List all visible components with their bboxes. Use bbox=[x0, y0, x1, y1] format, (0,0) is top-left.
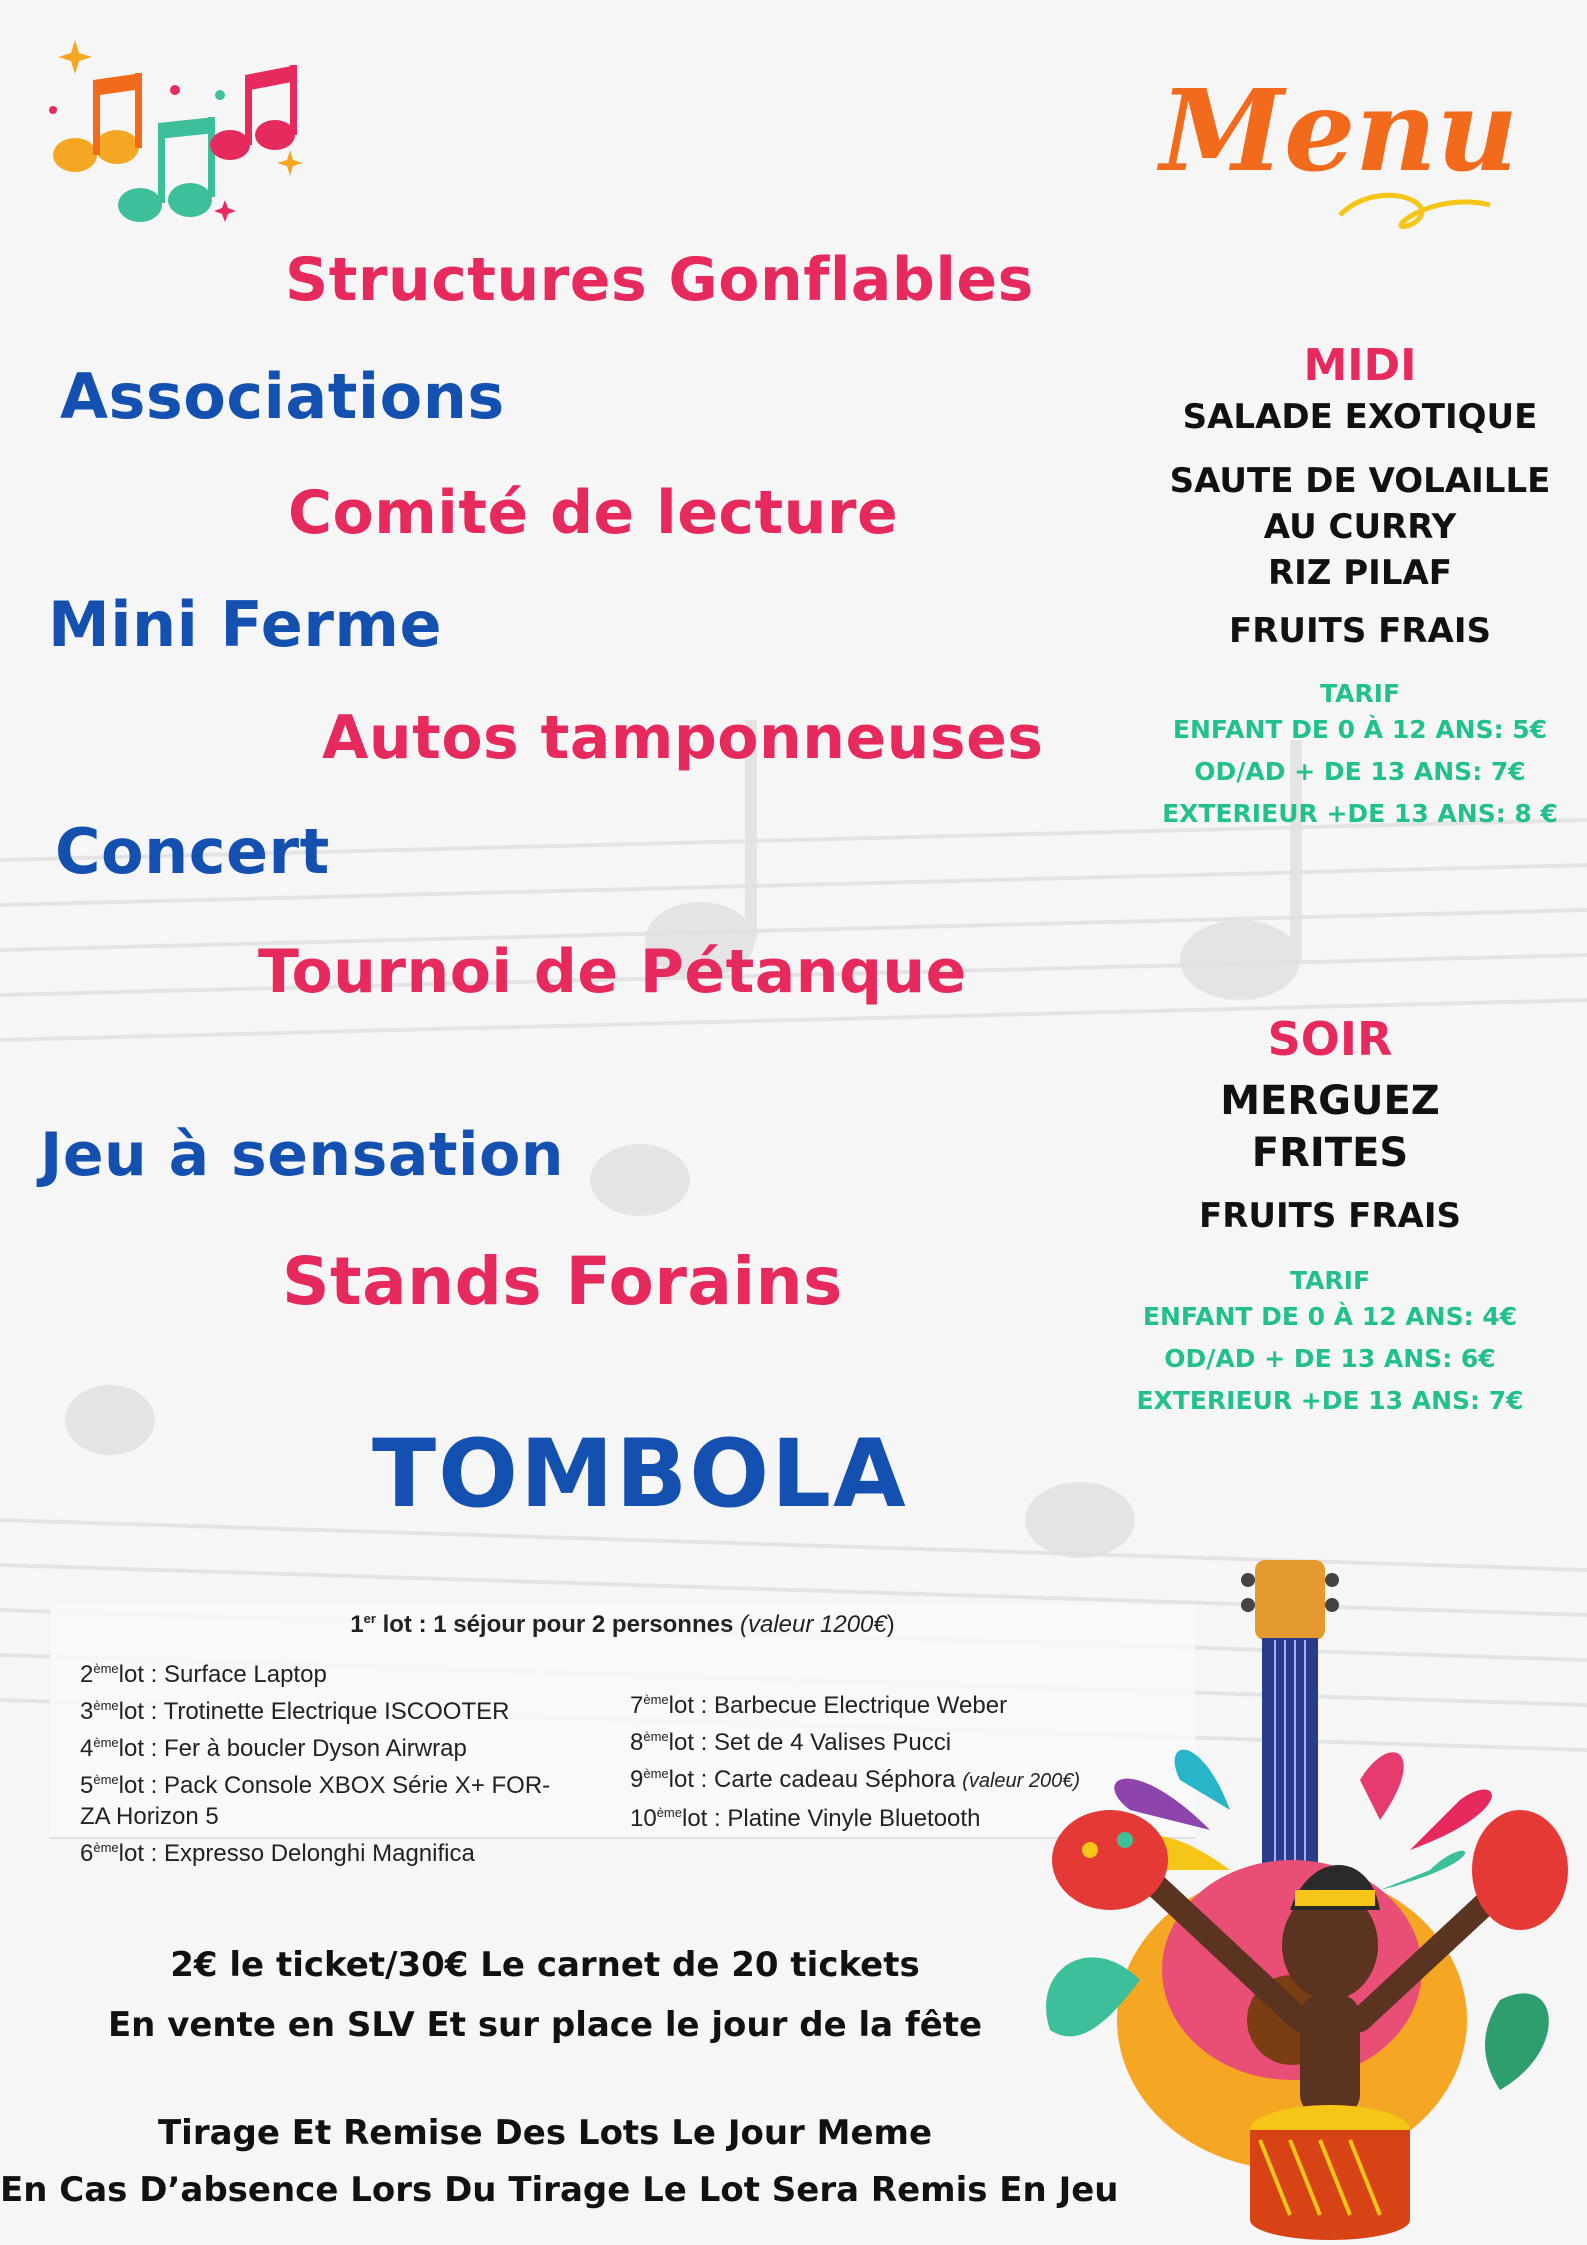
activity-tournoi-de-petanque: Tournoi de Pétanque bbox=[258, 937, 967, 1007]
absence-info: En Cas D’absence Lors Du Tirage Le Lot Sera Remis En Jeu bbox=[0, 2170, 1119, 2210]
menu-title-text: Menu bbox=[1160, 66, 1519, 197]
prize-item: ZA Horizon 5 bbox=[80, 1803, 219, 1830]
tombola-title: TOMBOLA bbox=[372, 1420, 908, 1529]
midi-dish: RIZ PILAF bbox=[1267, 553, 1453, 593]
soir-dish: FRUITS FRAIS bbox=[1198, 1196, 1462, 1236]
activity-structures-gonflables: Structures Gonflables bbox=[285, 245, 1034, 315]
ticket-price: 2€ le ticket/30€ Le carnet de 20 tickets bbox=[170, 1945, 920, 1985]
prize-item: 3èmelot : Trotinette Electrique ISCOOTER bbox=[80, 1698, 510, 1725]
soir-heading: SOIR bbox=[1267, 1012, 1393, 1066]
midi-dish: SALADE EXOTIQUE bbox=[1182, 397, 1538, 437]
prize-column-left bbox=[80, 1653, 550, 1869]
midi-heading: MIDI bbox=[1303, 340, 1417, 391]
prize-column-right bbox=[630, 1684, 1080, 1834]
ticket-sale-info: En vente en SLV Et sur place le jour de la fête bbox=[107, 2005, 983, 2045]
prize-item: 7èmelot : Barbecue Electrique Weber bbox=[630, 1692, 1008, 1719]
activity-associations: Associations bbox=[60, 360, 505, 433]
activity-comite-de-lecture: Comité de lecture bbox=[288, 478, 899, 548]
soir-tarif-line: EXTERIEUR +DE 13 ANS: 7€ bbox=[1136, 1386, 1524, 1415]
music-notes-icon bbox=[45, 35, 315, 235]
midi-dish: FRUITS FRAIS bbox=[1228, 611, 1492, 651]
prize-item: 5èmelot : Pack Console XBOX Série X+ FOR- bbox=[80, 1772, 551, 1799]
menu-soir bbox=[1120, 1012, 1540, 1422]
activity-mini-ferme: Mini Ferme bbox=[48, 588, 443, 661]
prize-item: 2èmelot : Surface Laptop bbox=[80, 1661, 327, 1688]
midi-tarif-line: EXTERIEUR +DE 13 ANS: 8 € bbox=[1162, 799, 1558, 828]
midi-dish: AU CURRY bbox=[1263, 507, 1457, 547]
soir-dish: FRITES bbox=[1251, 1130, 1409, 1176]
prize-item: 9èmelot : Carte cadeau Séphora (valeur 200€) bbox=[630, 1766, 1081, 1793]
midi-dish: SAUTE DE VOLAILLE bbox=[1169, 461, 1551, 501]
prize-item: 8èmelot : Set de 4 Valises Pucci bbox=[630, 1729, 952, 1756]
soir-tarif-label: TARIF bbox=[1289, 1266, 1371, 1295]
midi-tarif-line: OD/AD + DE 13 ANS: 7€ bbox=[1194, 757, 1526, 786]
carnival-guitar-illustration bbox=[1030, 1550, 1575, 2240]
prize-list bbox=[50, 1605, 1195, 1867]
draw-info: Tirage Et Remise Des Lots Le Jour Meme bbox=[157, 2113, 933, 2153]
menu-midi bbox=[1155, 340, 1565, 835]
midi-tarif-label: TARIF bbox=[1319, 679, 1401, 708]
activity-stands-forains: Stands Forains bbox=[282, 1243, 843, 1320]
soir-dish: MERGUEZ bbox=[1220, 1078, 1440, 1124]
activity-autos-tamponneuses: Autos tamponneuses bbox=[322, 703, 1044, 773]
prize-item: 10èmelot : Platine Vinyle Bluetooth bbox=[630, 1805, 981, 1832]
menu-title bbox=[1150, 55, 1570, 235]
activity-concert: Concert bbox=[55, 815, 330, 888]
prize-item: 4èmelot : Fer à boucler Dyson Airwrap bbox=[80, 1735, 467, 1762]
soir-tarif-line: OD/AD + DE 13 ANS: 6€ bbox=[1164, 1344, 1496, 1373]
prize-item: 6èmelot : Expresso Delonghi Magnifica bbox=[80, 1840, 475, 1867]
first-prize: 1er lot : 1 séjour pour 2 personnes (valeur 1200€) bbox=[350, 1611, 895, 1638]
soir-tarif-line: ENFANT DE 0 À 12 ANS: 4€ bbox=[1142, 1302, 1518, 1331]
activity-jeu-a-sensation: Jeu à sensation bbox=[40, 1120, 565, 1190]
midi-tarif-line: ENFANT DE 0 À 12 ANS: 5€ bbox=[1172, 715, 1548, 744]
